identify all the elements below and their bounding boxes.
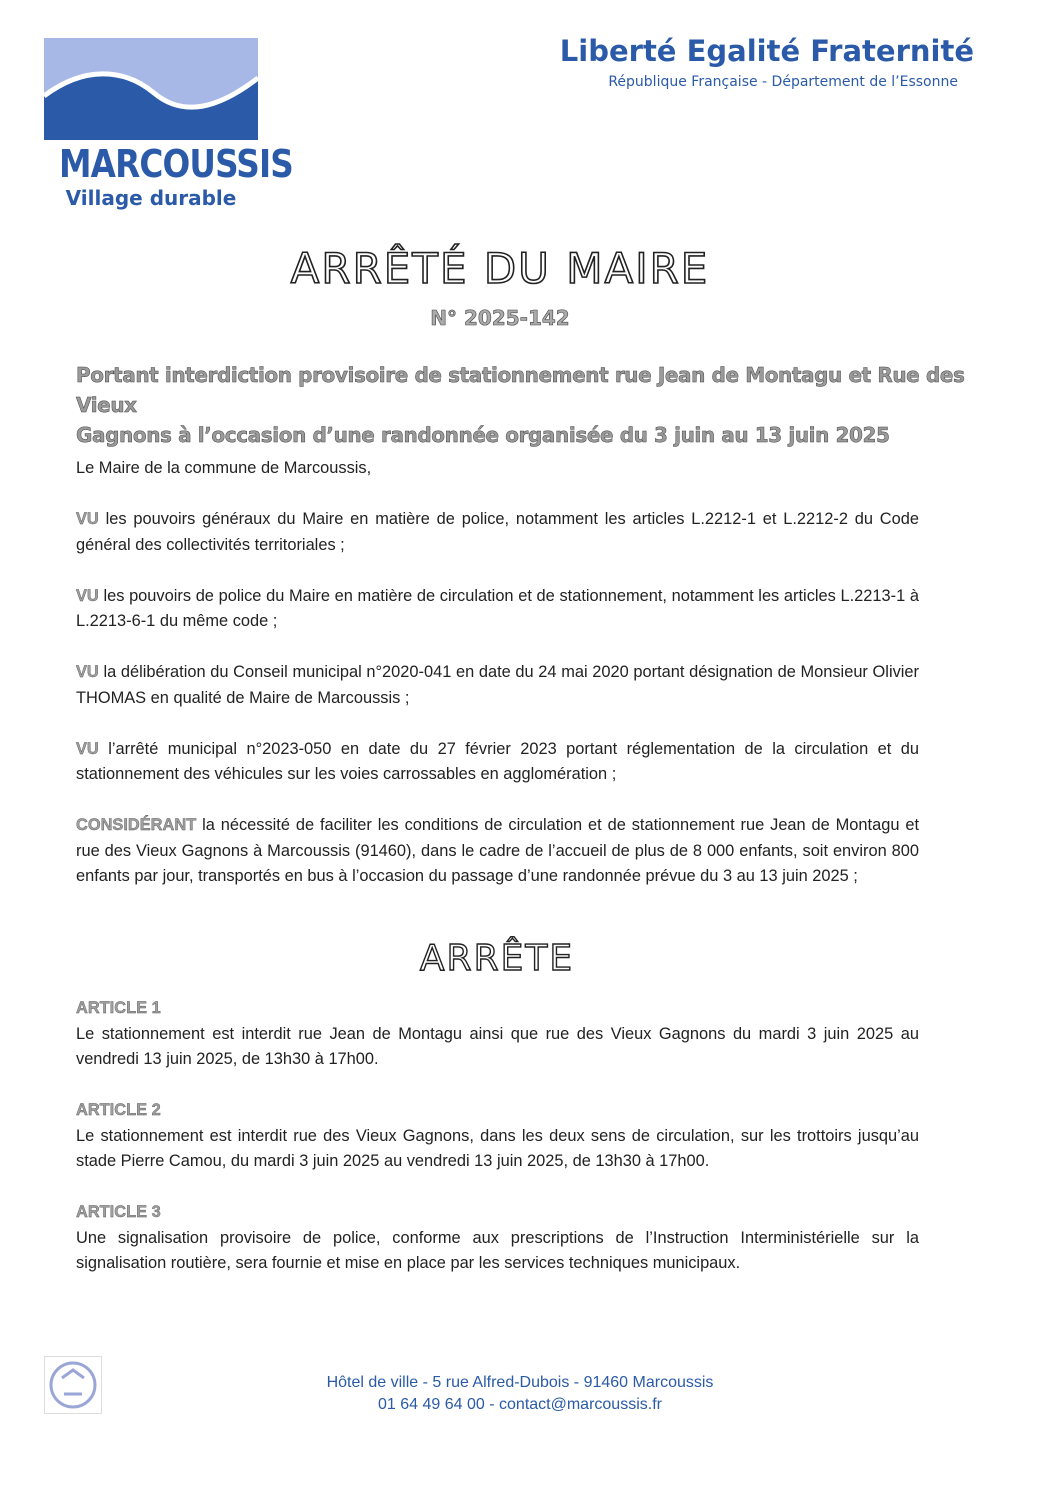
article-heading: ARTICLE 3	[76, 1203, 161, 1221]
logo-name: MARCOUSSIS	[58, 142, 293, 186]
whereas-keyword: VU	[76, 586, 99, 605]
whereas-keyword: VU	[76, 510, 99, 528]
subject-line: Portant interdiction provisoire de stationnement rue Jean de Montagu et Rue des Vieux	[76, 363, 965, 417]
recycle-icon	[44, 1356, 102, 1414]
considering-keyword: CONSIDÉRANT	[76, 816, 197, 834]
footer-phone-email: 01 64 49 64 00 - contact@marcoussis.fr	[378, 1396, 662, 1413]
whereas-keyword: VU	[76, 739, 99, 758]
republic-motto: Liberté Egalité Fraternité	[559, 34, 974, 68]
whereas-text: les pouvoirs de police du Maire en matière de circulation et de stationnement, notamment les articles L.2213-1 à L.2213-6-1 du même code ;	[76, 586, 919, 630]
article-text: Le stationnement est interdit rue Jean de Montagu ainsi que rue des Vieux Gagnons du mardi 3 juin 2025 au vendredi 13 juin 2025, de 13h30 à 17h00.	[76, 1024, 919, 1068]
article	[76, 1098, 919, 1175]
whereas-paragraph	[76, 584, 919, 635]
whereas-paragraph	[76, 507, 919, 558]
logo-wave-graphic	[44, 38, 258, 140]
articles-section	[76, 996, 919, 1302]
whereas-text: la délibération du Conseil municipal n°2020-041 en date du 24 mai 2020 portant désignation de Monsieur Olivier THOMAS en qualité de Maire de Marcoussis ;	[76, 663, 919, 707]
article	[76, 996, 919, 1073]
whereas-paragraph	[76, 660, 919, 711]
article-text: Le stationnement est interdit rue des Vieux Gagnons, dans les deux sens de circulation, sur les trottoirs jusqu’au stade Pierre Camou, du mardi 3 juin 2025 au vendredi 13 juin 2025, de 13h30 à 17h00.	[76, 1126, 919, 1170]
document-title: ARRÊTÉ DU MAIRE	[290, 244, 710, 293]
decree-subject	[76, 360, 966, 450]
recycled-paper-icon	[44, 1356, 102, 1414]
subject-line: Gagnons à l’occasion d’une randonnée organisée du 3 juin au 13 juin 2025	[76, 423, 890, 447]
whereas-text: les pouvoirs généraux du Maire en matière de police, notamment les articles L.2212-1 et L.2212-2 du Code général des collectivités territoriales ;	[76, 510, 919, 554]
decree-body	[76, 456, 919, 915]
article	[76, 1200, 919, 1277]
intro-paragraph: Le Maire de la commune de Marcoussis,	[76, 459, 372, 477]
whereas-text: l’arrêté municipal n°2023-050 en date du 27 février 2023 portant réglementation de la circulation et du stationnement des véhicules sur les voies carrossables en agglomération ;	[76, 739, 919, 783]
article-heading: ARTICLE 2	[76, 1101, 161, 1119]
footer-contact	[240, 1372, 800, 1416]
whereas-keyword: VU	[76, 663, 99, 681]
whereas-paragraph	[76, 737, 919, 788]
logo-tagline: Village durable	[65, 186, 237, 210]
marcoussis-logo	[44, 38, 293, 214]
article-heading: ARTICLE 1	[76, 999, 161, 1017]
republic-subtitle: République Française - Département de l’Essonne	[608, 74, 958, 90]
considering-paragraph	[76, 813, 919, 890]
footer-address: Hôtel de ville - 5 rue Alfred-Dubois - 91460 Marcoussis	[326, 1374, 714, 1391]
considering-text: la nécessité de faciliter les conditions de circulation et de stationnement rue Jean de Montagu et rue des Vieux Gagnons à Marcoussis (91460), dans le cadre de l’accueil de plus de 8 000 enfants, soit environ 800 enfants par jour, transportés en bus à l’occasion du passage d’une randonnée prévue du 3 au 13 juin 2025 ;	[76, 816, 919, 885]
decree-number: N° 2025-142	[430, 306, 570, 330]
article-text: Une signalisation provisoire de police, conforme aux prescriptions de l’Instruction Interministérielle sur la signalisation routière, sera fournie et mise en place par les services techniques municipaux.	[76, 1228, 919, 1272]
decision-heading: ARRÊTE	[419, 938, 575, 979]
